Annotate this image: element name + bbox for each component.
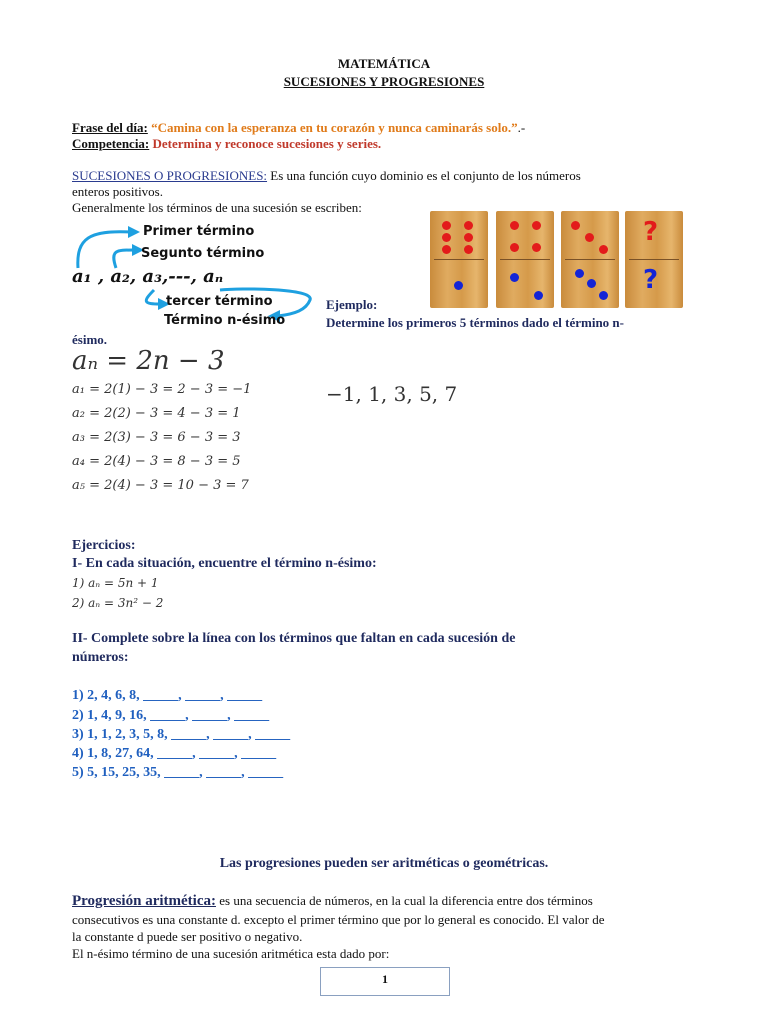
topic-title: SUCESIONES Y PROGRESIONES bbox=[283, 74, 485, 89]
sequence-notation: a₁ , a₂, a₃,---, aₙ bbox=[72, 266, 224, 287]
intro-text-1: Es una función cuyo dominio es el conjunto de los números bbox=[267, 168, 581, 183]
arit-line-3: la constante d puede ser positivo o negativo. bbox=[72, 929, 303, 944]
general-term-formula: aₙ = 2n − 3 bbox=[72, 346, 225, 376]
progresiones-heading: Las progresiones pueden ser aritméticas o geométricas. bbox=[219, 856, 549, 871]
part2-item-3: 3) 1, 1, 2, 3, 5, 8, _____, _____, _____ bbox=[72, 727, 291, 742]
ejemplo-text: Determine los primeros 5 términos dado el término n- bbox=[326, 315, 624, 330]
competencia-label: Competencia: bbox=[72, 136, 150, 151]
arrow-third bbox=[146, 290, 160, 304]
label-second-term: Segunto término bbox=[141, 246, 265, 261]
part1-item-2: 2) aₙ = 3n² − 2 bbox=[72, 596, 164, 610]
domino-1 bbox=[430, 211, 488, 308]
question-mark-icon: ? bbox=[643, 265, 659, 295]
arit-label: Progresión aritmética: bbox=[72, 893, 216, 909]
subject-title: MATEMÁTICA bbox=[337, 56, 431, 71]
arit-line-2: consecutivos es una constante d. excepto el primer término que por lo general es conocido. El valor de bbox=[72, 912, 605, 927]
intro-term: SUCESIONES O PROGRESIONES: bbox=[72, 168, 268, 183]
label-third-term: tercer término bbox=[166, 294, 273, 309]
formula-step-4: a₄ = 2(4) − 3 = 8 − 3 = 5 bbox=[72, 454, 241, 469]
part2-item-4: 4) 1, 8, 27, 64, _____, _____, _____ bbox=[72, 746, 277, 761]
domino-3 bbox=[561, 211, 619, 308]
part2-item-1: 1) 2, 4, 6, 8, _____, _____, _____ bbox=[72, 688, 263, 703]
ejemplo-label: Ejemplo: bbox=[326, 297, 378, 312]
frase-text: “Camina con la esperanza en tu corazón y nunca caminarás solo.” bbox=[151, 120, 518, 135]
arit-text-1: es una secuencia de números, en la cual la diferencia entre dos términos bbox=[215, 893, 593, 908]
part2-title-line2: números: bbox=[72, 650, 129, 665]
part1-title: I- En cada situación, encuentre el término n-ésimo: bbox=[72, 556, 377, 571]
part2-item-5: 5) 5, 15, 25, 35, _____, _____, _____ bbox=[72, 765, 284, 780]
formula-step-1: a₁ = 2(1) − 3 = 2 − 3 = −1 bbox=[72, 382, 252, 397]
question-mark-icon: ? bbox=[643, 217, 659, 247]
formula-step-2: a₂ = 2(2) − 3 = 4 − 3 = 1 bbox=[72, 406, 241, 421]
frase-label: Frase del día: bbox=[72, 120, 148, 135]
formula-step-3: a₃ = 2(3) − 3 = 6 − 3 = 3 bbox=[72, 430, 241, 445]
intro-line-2: enteros positivos. bbox=[72, 184, 163, 199]
sequence-result: −1, 1, 3, 5, 7 bbox=[326, 382, 458, 406]
competencia-text: Determina y reconoce sucesiones y series. bbox=[152, 136, 382, 151]
ejercicios-title: Ejercicios: bbox=[72, 538, 136, 553]
frase-line bbox=[72, 120, 712, 136]
domino-4 bbox=[625, 211, 683, 308]
label-first-term: Primer término bbox=[143, 224, 255, 239]
label-nth-term: Término n-ésimo bbox=[164, 313, 286, 328]
arrowhead-first bbox=[128, 226, 140, 238]
part2-item-2: 2) 1, 4, 9, 16, _____, _____, _____ bbox=[72, 708, 270, 723]
ejemplo-text-cont: ésimo. bbox=[72, 332, 108, 347]
arit-line-4: El n-ésimo término de una sucesión aritmética esta dado por: bbox=[72, 946, 390, 961]
page-number: 1 bbox=[320, 967, 450, 996]
formula-step-5: a₅ = 2(4) − 3 = 10 − 3 = 7 bbox=[72, 478, 249, 493]
competencia-line bbox=[72, 136, 712, 152]
arit-line-1 bbox=[72, 893, 732, 910]
part2-title-line1: II- Complete sobre la línea con los términos que faltan en cada sucesión de bbox=[72, 631, 516, 646]
frase-suffix: .- bbox=[517, 120, 526, 135]
domino-2 bbox=[496, 211, 554, 308]
intro-line-1 bbox=[72, 168, 712, 184]
part1-item-1: 1) aₙ = 5n + 1 bbox=[72, 576, 159, 590]
intro-line-3: Generalmente los términos de una sucesión se escriben: bbox=[72, 200, 362, 215]
